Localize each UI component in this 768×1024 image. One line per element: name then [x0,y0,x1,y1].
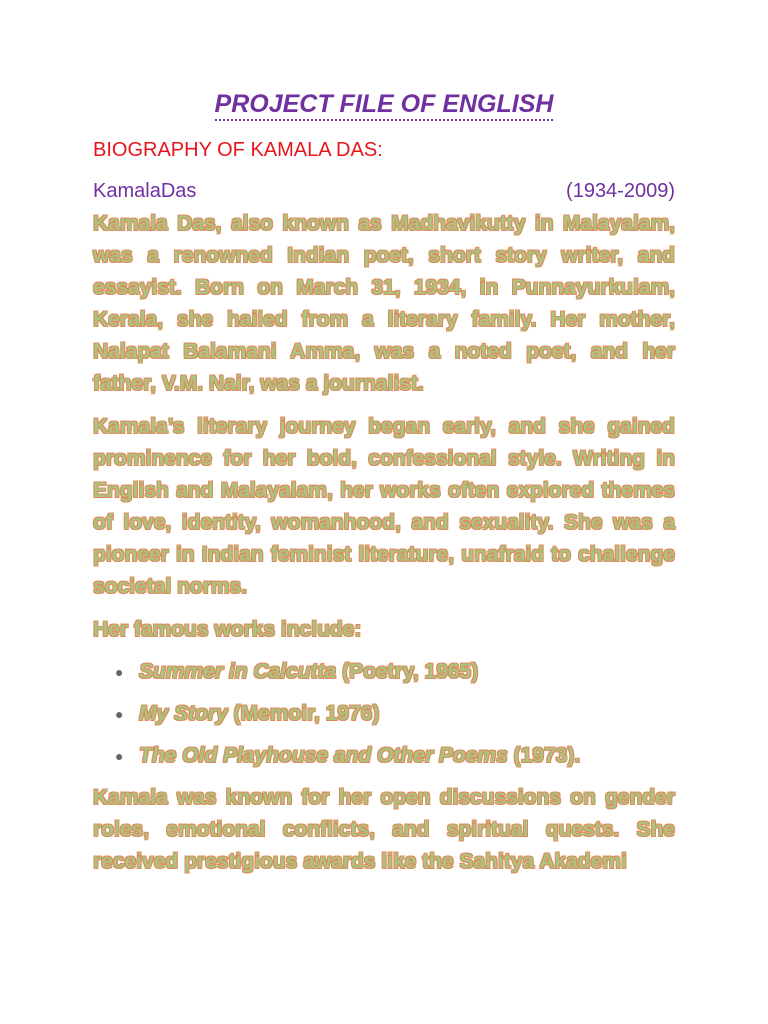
works-intro: Her famous works include: [93,618,362,641]
work-title: Summer in Calcutta [139,660,337,683]
work-detail: (Poetry, 1965) [342,660,479,683]
paragraph-literary-journey: Kamala’s literary journey began early, and she gained prominence for her bold, confessional style. Writing in English and Malayalam, her works often explored themes of love, identity, womanhood, and sexuality. She was a pioneer in Indian feminist literature, unafraid to challenge societal norms. [93,415,675,598]
bullet-icon: ● [115,706,124,722]
author-name: KamalaDas [93,180,197,202]
document-title: PROJECT FILE OF ENGLISH [0,90,768,119]
paragraph-early-life: Kamala Das, also known as Madhavikutty in Malayalam, was a renowned Indian poet, short story writer, and essayist. Born on March 31, 1934, in Punnayurkulam, Kerala, she hailed from a literary family. Her mother, Nalapat Balamani Amma, was a noted poet, and her father, V.M. Nair, was a journalist. [93,212,675,395]
work-title: The Old Playhouse and Other Poems [139,744,508,767]
list-item [115,656,675,698]
author-years: (1934-2009) [566,180,675,202]
work-title: My Story [139,702,228,725]
list-item [115,698,675,740]
bullet-icon: ● [115,748,124,764]
list-item [115,740,675,782]
bullet-icon: ● [115,664,124,680]
works-list [115,656,675,782]
work-detail: (1973). [513,744,581,767]
name-row [93,180,675,203]
biography-heading: BIOGRAPHY OF KAMALA DAS: [93,139,383,161]
paragraph-legacy: Kamala was known for her open discussions on gender roles, emotional conflicts, and spiritual quests. She received prestigious awards like the Sahitya Akademi [93,786,675,873]
work-detail: (Memoir, 1976) [233,702,380,725]
